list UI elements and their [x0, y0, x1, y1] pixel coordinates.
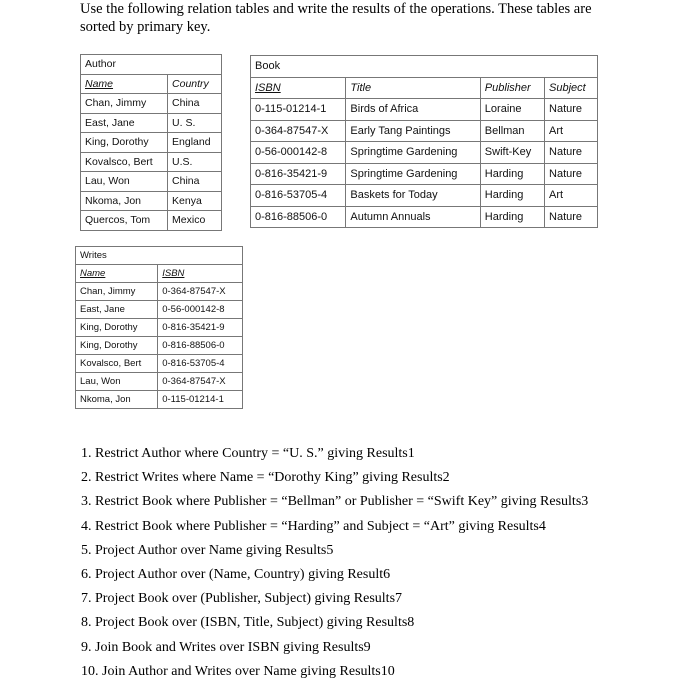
author-table-title: Author	[81, 55, 222, 75]
table-row	[81, 152, 222, 172]
book-cell: Autumn Annuals	[346, 206, 480, 228]
book-cell: Nature	[545, 99, 598, 121]
table-row	[251, 163, 598, 185]
writes-cell: 0-816-53705-4	[158, 355, 243, 373]
operation-item: 6. Project Author over (Name, Country) giving Result6	[81, 566, 391, 582]
table-row	[76, 337, 243, 355]
table-row	[81, 211, 222, 231]
book-cell: Baskets for Today	[346, 185, 480, 207]
book-cell: Nature	[545, 142, 598, 164]
book-cell: Nature	[545, 163, 598, 185]
author-cell: Mexico	[168, 211, 222, 231]
operations-list	[81, 442, 588, 684]
author-cell: U.S.	[168, 152, 222, 172]
table-row	[76, 301, 243, 319]
writes-cell: Lau, Won	[76, 373, 158, 391]
book-cell: Bellman	[480, 120, 544, 142]
book-header-title: Title	[346, 77, 480, 99]
author-cell: Kenya	[168, 191, 222, 211]
table-row	[81, 191, 222, 211]
writes-table-title: Writes	[76, 247, 243, 265]
book-cell: 0-115-01214-1	[251, 99, 346, 121]
writes-cell: 0-816-88506-0	[158, 337, 243, 355]
table-row	[251, 120, 598, 142]
writes-cell: 0-364-87547-X	[158, 283, 243, 301]
instructions-text: Use the following relation tables and write the results of the operations. These tables are sorted by primary key.	[80, 1, 592, 35]
book-cell: Art	[545, 120, 598, 142]
author-cell: Nkoma, Jon	[81, 191, 168, 211]
author-cell: Lau, Won	[81, 172, 168, 192]
writes-cell: King, Dorothy	[76, 319, 158, 337]
operation-item: 4. Restrict Book where Publisher = “Harding” and Subject = “Art” giving Results4	[81, 518, 546, 534]
operation-item: 10. Join Author and Writes over Name giving Results10	[81, 663, 395, 679]
book-cell: Harding	[480, 163, 544, 185]
author-cell: Kovalsco, Bert	[81, 152, 168, 172]
author-cell: East, Jane	[81, 113, 168, 133]
table-row	[76, 391, 243, 409]
book-cell: Springtime Gardening	[346, 163, 480, 185]
writes-cell: 0-364-87547-X	[158, 373, 243, 391]
table-row	[251, 99, 598, 121]
book-header-publisher: Publisher	[480, 77, 544, 99]
book-table-title: Book	[251, 56, 598, 78]
operation-item: 7. Project Book over (Publisher, Subject) giving Results7	[81, 591, 403, 607]
operation-item: 5. Project Author over Name giving Results5	[81, 542, 334, 558]
writes-cell: 0-56-000142-8	[158, 301, 243, 319]
table-row	[251, 185, 598, 207]
writes-header-isbn: ISBN	[158, 265, 243, 283]
operation-item: 3. Restrict Book where Publisher = “Bellman” or Publisher = “Swift Key” giving Results3	[81, 494, 589, 510]
operation-item: 8. Project Book over (ISBN, Title, Subject) giving Results8	[81, 615, 415, 631]
table-row	[81, 133, 222, 153]
author-cell: China	[168, 172, 222, 192]
table-row	[76, 283, 243, 301]
author-cell: China	[168, 94, 222, 114]
writes-cell: 0-115-01214-1	[158, 391, 243, 409]
operation-item: 9. Join Book and Writes over ISBN giving Results9	[81, 639, 371, 655]
book-cell: Birds of Africa	[346, 99, 480, 121]
book-cell: Springtime Gardening	[346, 142, 480, 164]
table-row	[251, 206, 598, 228]
author-table	[80, 54, 222, 231]
book-cell: Harding	[480, 185, 544, 207]
writes-cell: Chan, Jimmy	[76, 283, 158, 301]
book-cell: 0-56-000142-8	[251, 142, 346, 164]
book-cell: Art	[545, 185, 598, 207]
book-table	[250, 55, 598, 228]
writes-cell: King, Dorothy	[76, 337, 158, 355]
book-cell: 0-816-35421-9	[251, 163, 346, 185]
author-cell: Quercos, Tom	[81, 211, 168, 231]
operation-item: 2. Restrict Writes where Name = “Dorothy King” giving Results2	[81, 470, 450, 486]
book-header-isbn: ISBN	[251, 77, 346, 99]
writes-table	[75, 246, 243, 409]
book-cell: 0-364-87547-X	[251, 120, 346, 142]
operation-item: 1. Restrict Author where Country = “U. S.” giving Results1	[81, 446, 415, 461]
author-cell: England	[168, 133, 222, 153]
writes-cell: 0-816-35421-9	[158, 319, 243, 337]
book-cell: 0-816-88506-0	[251, 206, 346, 228]
book-cell: Harding	[480, 206, 544, 228]
book-cell: Early Tang Paintings	[346, 120, 480, 142]
writes-header-name: Name	[76, 265, 158, 283]
writes-cell: Kovalsco, Bert	[76, 355, 158, 373]
writes-cell: East, Jane	[76, 301, 158, 319]
author-cell: King, Dorothy	[81, 133, 168, 153]
table-row	[81, 94, 222, 114]
writes-cell: Nkoma, Jon	[76, 391, 158, 409]
table-row	[81, 172, 222, 192]
book-header-subject: Subject	[545, 77, 598, 99]
table-row	[76, 373, 243, 391]
book-cell: Loraine	[480, 99, 544, 121]
author-cell: Chan, Jimmy	[81, 94, 168, 114]
author-cell: U. S.	[168, 113, 222, 133]
author-header-country: Country	[168, 74, 222, 94]
book-cell: 0-816-53705-4	[251, 185, 346, 207]
table-row	[76, 319, 243, 337]
book-cell: Swift-Key	[480, 142, 544, 164]
table-row	[81, 113, 222, 133]
author-header-name: Name	[81, 74, 168, 94]
table-row	[76, 355, 243, 373]
table-row	[251, 142, 598, 164]
book-cell: Nature	[545, 206, 598, 228]
